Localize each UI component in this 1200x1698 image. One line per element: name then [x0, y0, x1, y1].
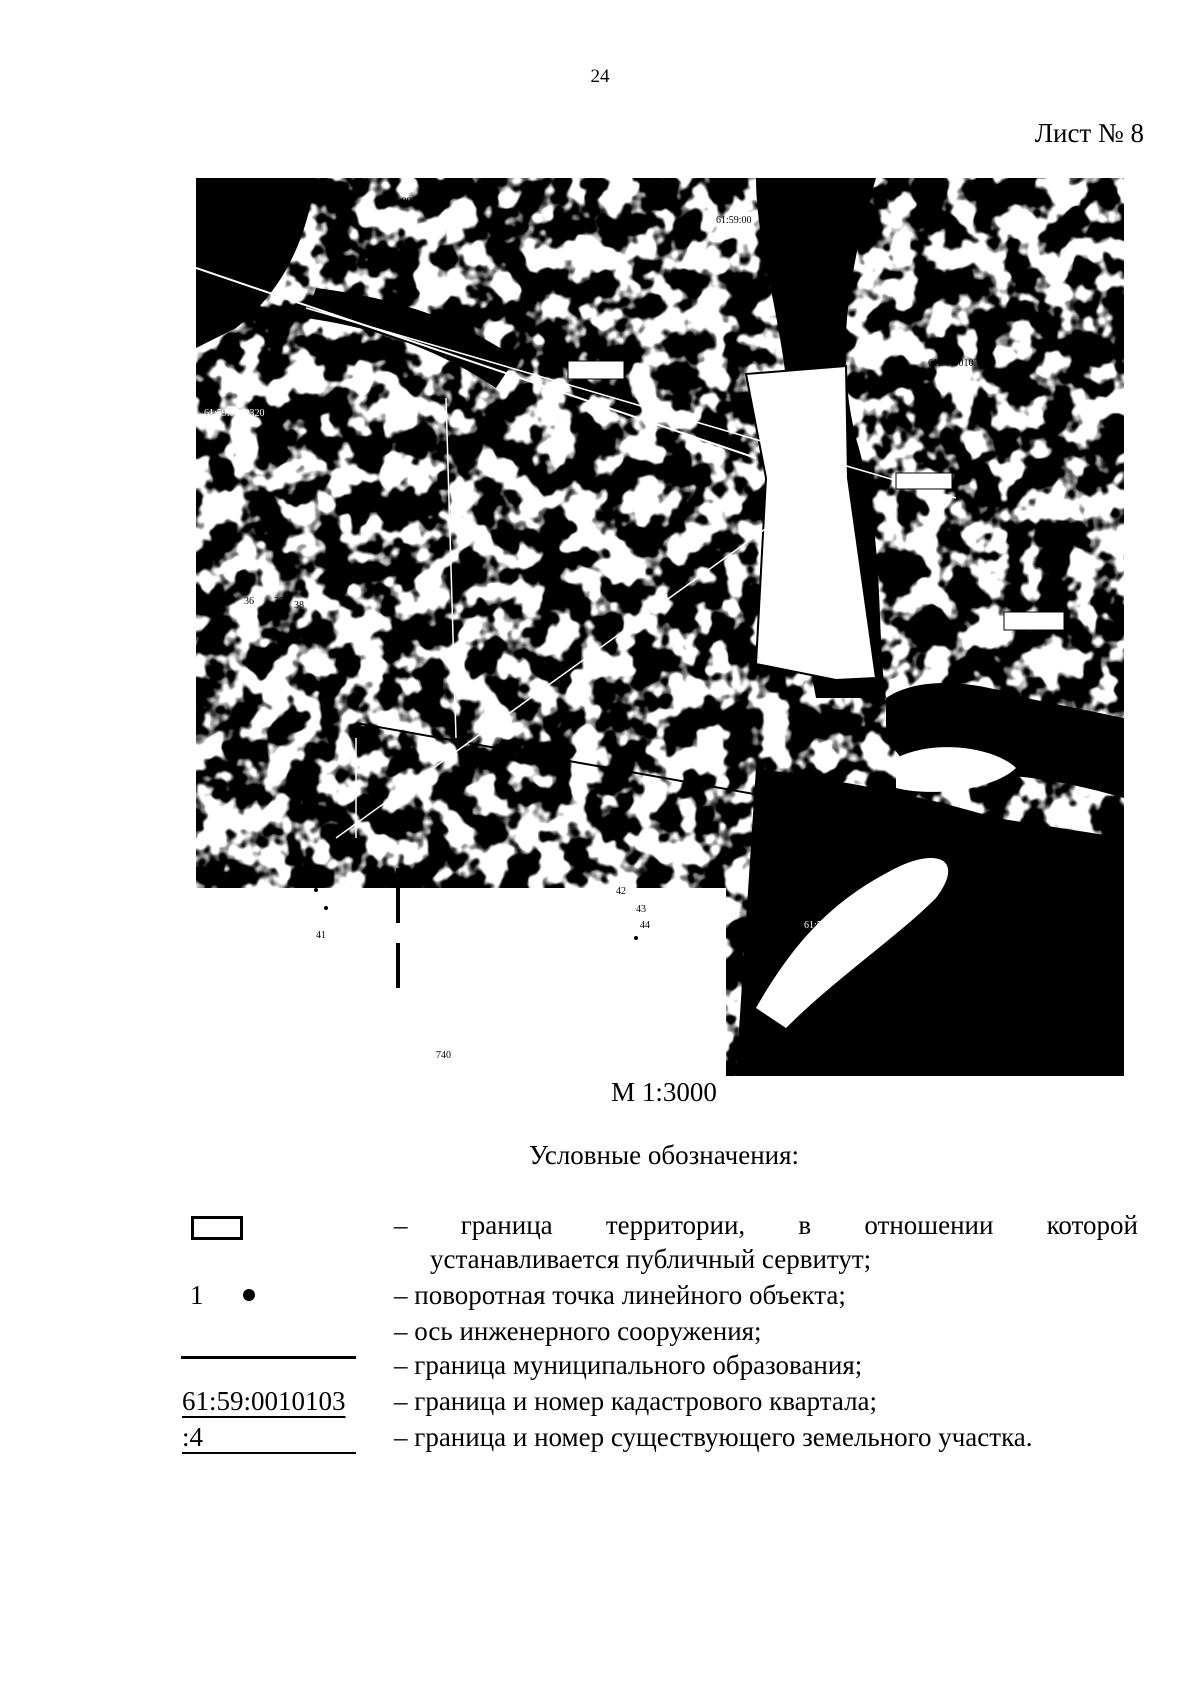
servitude-dash: – — [394, 1210, 408, 1240]
point-label-41: 41 — [316, 930, 326, 941]
municipal-boundary-symbol — [181, 1356, 356, 1359]
legend-row-axis — [0, 1314, 1200, 1348]
servitude-word-1: граница — [460, 1210, 553, 1240]
point-label-44: 44 — [640, 920, 650, 931]
cad-label-center: 61: — [564, 556, 577, 567]
cad-label-bottom: 61:59 — [804, 920, 827, 931]
label-box-2 — [896, 473, 952, 489]
point-label-42a: 42 — [236, 777, 246, 788]
page-number: 24 — [590, 66, 610, 87]
point-label-42b: 42 — [616, 886, 626, 897]
legend-row-municipal — [0, 1348, 1200, 1382]
map-imagery — [196, 178, 1124, 1076]
servitude-word-2: территории, — [605, 1210, 746, 1240]
cadastral-symbol: 61:59:0010103 — [182, 1386, 346, 1416]
faint-dot-3 — [634, 936, 638, 940]
legend-row-parcel — [0, 1420, 1200, 1454]
legend-title: Условные обозначения: — [528, 1140, 800, 1170]
faint-mark-1 — [396, 868, 400, 923]
servitude-word-4: отношении — [864, 1210, 994, 1240]
point-label-43: 43 — [636, 904, 646, 915]
point-symbol-dot — [243, 1289, 255, 1301]
map-scale: М 1:3000 — [611, 1077, 717, 1107]
faint-mark-2 — [396, 943, 400, 988]
servitude-word-3: в — [798, 1210, 812, 1240]
parcel-symbol: :4 — [182, 1420, 356, 1454]
legend-row-servitude — [0, 1208, 1200, 1274]
cad-label-left: 61:59:0010320 — [204, 408, 265, 419]
label-box-1 — [568, 361, 624, 379]
faint-dot-2 — [324, 906, 328, 910]
legend-row-cadastral — [0, 1384, 1200, 1418]
cad-label-top: 61:59:0010103 — [376, 196, 437, 207]
servitude-description — [394, 1208, 1138, 1276]
servitude-description-line1 — [394, 1208, 1138, 1242]
faint-dot-1 — [314, 888, 318, 892]
servitude-description-line2: устанавливается публичный сервитут; — [430, 1244, 872, 1274]
parcel-description: – граница и номер существующего земельного участка. — [394, 1422, 1033, 1452]
point-label-36: 36 — [244, 596, 254, 607]
cad-label-right: 61:59:0010317 — [928, 358, 989, 369]
servitude-word-5: которой — [1046, 1210, 1138, 1240]
municipal-description: – граница муниципального образования; — [394, 1350, 863, 1380]
sheet-label: Лист № 8 — [1034, 118, 1144, 148]
map-image — [196, 178, 1124, 1076]
legend-row-point — [0, 1278, 1200, 1312]
label-box-3 — [1004, 612, 1064, 630]
map-svg — [196, 178, 1124, 1076]
axis-description: – ось инженерного сооружения; — [394, 1316, 762, 1346]
cad-label-top-right: 61:59:00 — [716, 215, 752, 226]
point-label-740: 740 — [436, 1050, 451, 1061]
cadastral-description: – граница и номер кадастрового квартала; — [394, 1386, 878, 1416]
point-symbol-number: 1 — [190, 1280, 204, 1310]
point-label-37: 37 — [274, 596, 284, 607]
point-label-38: 38 — [294, 600, 304, 611]
servitude-boundary-symbol — [191, 1216, 243, 1240]
point-description: – поворотная точка линейного объекта; — [394, 1280, 846, 1310]
